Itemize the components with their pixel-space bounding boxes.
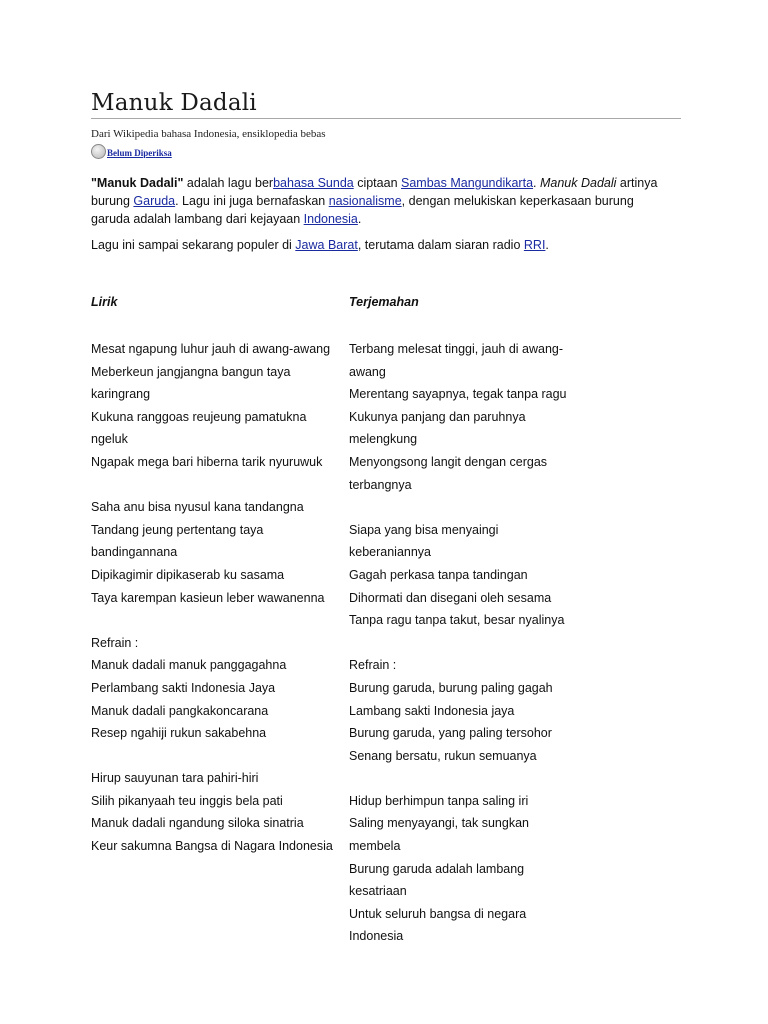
lyrics-line: Saha anu bisa nyusul kana tandangna [91,500,304,515]
lyrics-line: Meberkeun jangjangna bangun taya [91,364,291,379]
link-sambas-mangundikarta[interactable]: Sambas Mangundikarta [401,176,534,190]
lyrics-header: Lirik [91,295,118,309]
lyrics-line: Refrain : [91,635,139,650]
lyrics-line: karingrang [91,387,151,402]
translation-line: Menyongsong langit dengan cergas [349,454,548,469]
translation-line: Merentang sayapnya, tegak tanpa ragu [349,387,567,402]
translation-line: Dihormati dan disegani oleh sesama [349,590,552,605]
translation-line: Kukunya panjang dan paruhnya [349,409,526,424]
lyrics-line: Keur sakumna Bangsa di Nagara Indonesia [91,839,333,854]
intro-paragraph-2: Lagu ini sampai sekarang populer di Jawa Barat, terutama dalam siaran radio RRI. [91,238,549,252]
link-rri[interactable]: RRI [523,238,546,252]
link-indonesia[interactable]: Indonesia [303,212,358,226]
lyrics-stanza-gap [91,474,341,497]
translation-stanza-gap [349,767,579,790]
translation-line: Hidup berhimpun tanpa saling iri [349,793,529,808]
translation-line: Terbang melesat tinggi, jauh di awang- [349,342,564,356]
translation-line: melengkung [349,432,418,447]
lyrics-line: Manuk dadali pangkakoncarana [91,703,269,718]
translation-line: terbangnya [349,477,412,492]
translation-line: Senang bersatu, rukun semuanya [349,748,537,763]
link-garuda[interactable]: Garuda [133,194,176,208]
intro-paragraph-1: "Manuk Dadali" adalah lagu berbahasa Sunda ciptaan Sambas Mangundikarta. Manuk Dadali artinya burung Garuda. Lagu ini juga bernafaskan nasionalisme, dengan melukiskan keperkasaan burung garuda adalah lambang dari kejayaan Indonesia. [91,176,658,226]
lyrics-line: Manuk dadali ngandung siloka sinatria [91,816,304,831]
translation-lines [349,338,579,948]
review-status-badge[interactable] [91,142,172,160]
lyrics-line: Kukuna ranggoas reujeung pamatukna [91,409,307,424]
lyrics-stanza-gap [91,609,341,632]
lyrics-line: Ngapak mega bari hiberna tarik nyuruwuk [91,454,323,469]
link-nasionalisme[interactable]: nasionalisme [328,194,402,208]
page-subtitle: Dari Wikipedia bahasa Indonesia, ensiklopedia bebas [91,128,326,140]
translation-line: Siapa yang bisa menyaingi keberaniannya [349,522,499,560]
lyrics-line: ngeluk [91,432,128,447]
link-bahasa-sunda[interactable]: bahasa Sunda [273,176,354,190]
translation-stanza-gap [349,632,579,655]
translation-line: Refrain : [349,658,397,673]
review-status-icon [91,144,106,159]
translation-stanza-gap [349,496,579,519]
lyrics-line: Tandang jeung pertentang taya [91,522,264,537]
translation-line: Untuk seluruh bangsa di negara Indonesia [349,906,527,944]
lyrics-column [91,293,341,858]
song-title-bold: "Manuk Dadali" [91,176,184,190]
song-title-italic: Manuk Dadali [539,176,617,190]
translation-line: awang [349,364,386,379]
lyrics-line: Hirup sauyunan tara pahiri-hiri [91,771,259,786]
translation-header: Terjemahan [349,295,419,309]
lyrics-line: Resep ngahiji rukun sakabehna [91,726,267,741]
lyrics-line: Silih pikanyaah teu inggis bela pati [91,793,283,808]
translation-line: Saling menyayangi, tak sungkan membela [349,816,529,854]
translation-line: Gagah perkasa tanpa tandingan [349,567,528,582]
lyrics-lines [91,338,341,858]
link-jawa-barat[interactable]: Jawa Barat [295,238,358,252]
lyrics-stanza-gap [91,745,341,768]
review-status-link[interactable]: Belum Diperiksa [107,148,172,158]
lyrics-line: Taya karempan kasieun leber wawanenna [91,590,325,605]
lyrics-line: bandingannana [91,545,178,560]
translation-line: Tanpa ragu tanpa takut, besar nyalinya [349,613,565,628]
page-title: Manuk Dadali [91,90,257,116]
lyrics-line: Dipikagimir dipikaserab ku sasama [91,567,285,582]
title-divider [91,118,681,119]
translation-line: Burung garuda adalah lambang kesatriaan [349,861,525,899]
translation-line: Burung garuda, yang paling tersohor [349,726,552,741]
lyrics-line: Perlambang sakti Indonesia Jaya [91,680,276,695]
lyrics-line: Manuk dadali manuk panggagahna [91,658,287,673]
lyrics-line: Mesat ngapung luhur jauh di awang-awang [91,342,331,356]
translation-line: Burung garuda, burung paling gagah [349,680,553,695]
translation-line: Lambang sakti Indonesia jaya [349,703,515,718]
translation-column [349,293,579,948]
